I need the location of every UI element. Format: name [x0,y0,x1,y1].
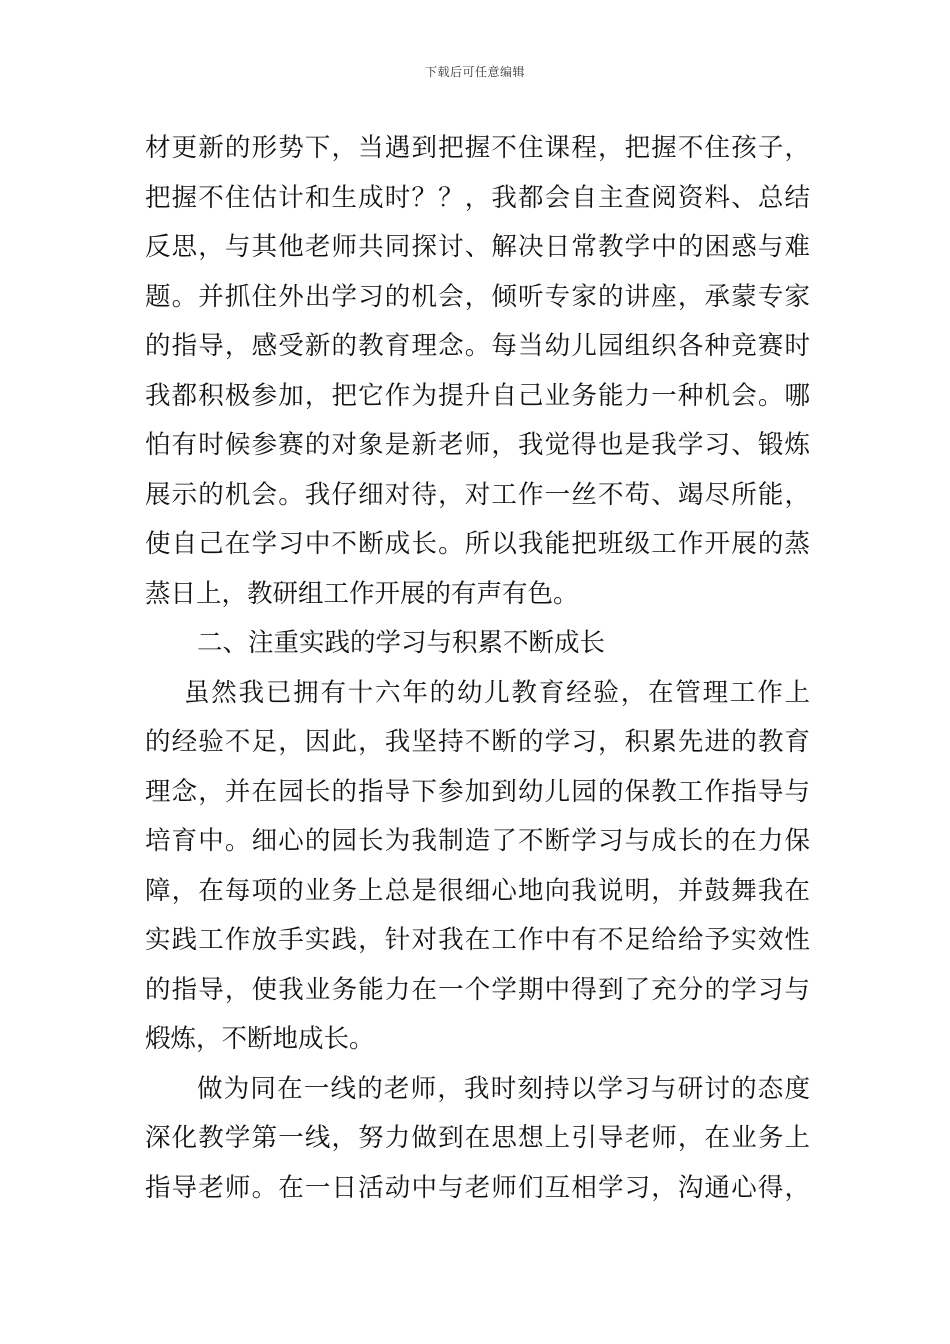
text-line: 深化教学第一线，努力做到在思想上引导老师，在业务上 [145,1123,810,1153]
text-line: 指导老师。在一日活动中与老师们互相学习，沟通心得， [145,1172,810,1203]
text-line: 实践工作放手实践，针对我在工作中有不足给给予实效性 [145,925,810,955]
text-line: 煅炼，不断地成长。 [145,1024,375,1054]
section-heading: 二、注重实践的学习与积累不断成长 [197,628,606,658]
text-line: 的经验不足，因此，我坚持不断的学习，积累先进的教育 [145,727,810,757]
text-line: 理念，并在园长的指导下参加到幼儿园的保教工作指导与 [145,776,810,807]
text-line: 材更新的形势下，当遇到把握不住课程，把握不住孩子， [145,133,810,163]
text-line: 的指导，使我业务能力在一个学期中得到了充分的学习与 [145,974,810,1005]
text-line: 题。并抓住外出学习的机会，倾听专家的讲座，承蒙专家 [145,281,810,312]
document-body [145,124,810,1213]
text-line: 展示的机会。我仔细对待，对工作一丝不苟、竭尽所能， [145,479,810,510]
text-line: 怕有时候参赛的对象是新老师，我觉得也是我学习、锻炼 [145,430,810,460]
text-line: 使自己在学习中不断成长。所以我能把班级工作开展的蒸 [145,529,810,559]
page-header: 下载后可任意编辑 [424,65,525,79]
text-line: 培育中。细心的园长为我制造了不断学习与成长的在力保 [145,826,810,856]
text-line: 把握不住估计和生成时？？，我都会自主查阅资料、总结 [145,182,810,213]
text-line: 障，在每项的业务上总是很细心地向我说明，并鼓舞我在 [145,875,810,906]
text-line: 蒸日上，教研组工作开展的有声有色。 [145,578,579,609]
text-line: 虽然我已拥有十六年的幼儿教育经验，在管理工作上 [184,677,810,708]
text-line: 反思，与其他老师共同探讨、解决日常教学中的困惑与难 [145,232,810,262]
text-line: 我都积极参加，把它作为提升自己业务能力一种机会。哪 [145,380,810,411]
text-line: 的指导，感受新的教育理念。每当幼儿园组织各种竞赛时 [145,331,810,361]
text-line: 做为同在一线的老师，我时刻持以学习与研讨的态度 [197,1073,810,1104]
